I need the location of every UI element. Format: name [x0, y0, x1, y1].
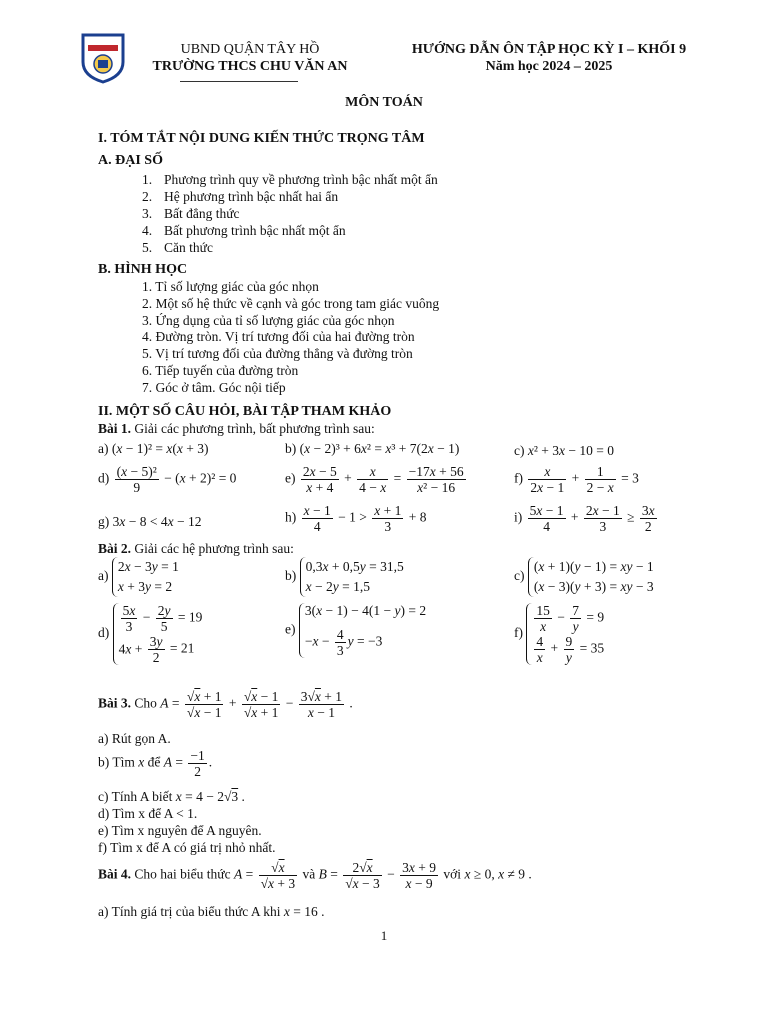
exercise-4-heading: Bài 4. Cho hai biểu thức A = $\frac{√x}{√x + 3}$ và B = $\frac{2√x}{√x - 3}$ − $\frac{3x + 9}{x - 9}$ với x ≥ 0, x ≠ 9 . [98, 860, 532, 891]
school-name: TRƯỜNG THCS CHU VĂN AN [152, 59, 348, 74]
exercise-4a: a) Tính giá trị của biểu thức A khi x = 16 . [98, 904, 325, 919]
document-title: HƯỚNG DẪN ÔN TẬP HỌC KỲ I – KHỐI 9 [411, 42, 687, 57]
list-item: 3. Bất đẳng thức [142, 206, 240, 221]
equation-1d: d) $\frac{\text{(x − 5)²}}{9}$ − (x + 2)² = 0 [98, 464, 237, 495]
system-2c: c) (x + 1)(y − 1) = xy − 1 (x − 3)(y + 3) = xy − 3 [514, 557, 654, 597]
system-2f: f) $\frac{15}{x}$ − $\frac{7}{y}$ = 9 $\frac{4}{x}$ + $\frac{9}{y}$ = 35 [514, 603, 605, 665]
school-year: Năm học 2024 – 2025 [485, 59, 613, 74]
list-item: 1. Phương trình quy về phương trình bậc nhất một ẩn [142, 172, 438, 187]
system-2b: b) 0,3x + 0,5y = 31,5 x − 2y = 1,5 [285, 557, 404, 597]
exercise-3b: b) Tìm x để A = $\frac{-1}{2}$ . [98, 748, 213, 779]
list-item: 5. Căn thức [142, 240, 213, 255]
page-number: 1 [380, 928, 388, 943]
equation-1e: e) $\frac{2x - 5}{x + 4}$ + $\frac{x}{4 - x}$ = $\frac{-17x + 56}{\text{x² − 16}}$ [285, 464, 464, 495]
exercise-2-heading: Bài 2. Giải các hệ phương trình sau: [98, 541, 294, 556]
exercise-3e: e) Tìm x nguyên để A nguyên. [98, 823, 262, 838]
system-2e: e) 3(x − 1) − 4(1 − y) = 2 −x − $\frac{4}{3}$ y = −3 [285, 603, 427, 658]
geometry-title: B. HÌNH HỌC [98, 262, 188, 277]
algebra-title: A. ĐẠI SỐ [98, 153, 163, 168]
equation-1f: f) $\frac{x}{2x - 1}$ + $\frac{1}{2 - x}$ = 3 [514, 464, 639, 495]
exercise-3f: f) Tìm x để A có giá trị nhỏ nhất. [98, 840, 276, 855]
list-item: 7. Góc ở tâm. Góc nội tiếp [142, 379, 286, 395]
system-2d: d) $\frac{5x}{3}$ − $\frac{2y}{5}$ = 19 4x + $\frac{3y}{2}$ = 21 [98, 603, 203, 665]
equation-1b: b) (x − 2)³ + 6x² = x³ + 7(2x − 1) [285, 441, 460, 456]
exercise-3c: c) Tính A biết x = 4 − 2√3 . [98, 789, 245, 804]
exercise-3-heading: Bài 3. Cho A = $\frac{√x + 1}{√x - 1}$ + $\frac{√x - 1}{√x + 1}$ − $\frac{3√x + 1}{x - 1}$ . [98, 689, 353, 720]
list-item: 2. Hệ phương trình bậc nhất hai ẩn [142, 189, 339, 204]
list-item: 3. Ứng dụng của tỉ số lượng giác của góc nhọn [142, 312, 395, 328]
header-right [384, 41, 714, 75]
inequality-1h: h) $\frac{x - 1}{4}$ − 1 > $\frac{x + 1}{3}$ + 8 [285, 503, 427, 534]
exercise-3a: a) Rút gọn A. [98, 731, 171, 746]
inequality-1i: i) $\frac{5x - 1}{4}$ + $\frac{2x - 1}{3}$ ≥ $\frac{3x}{2}$ [514, 503, 655, 534]
list-item: 2. Một số hệ thức về cạnh và góc trong tam giác vuông [142, 295, 440, 311]
section-1-title: I. TÓM TẮT NỘI DUNG KIẾN THỨC TRỌNG TÂM [98, 131, 425, 146]
exercise-3d: d) Tìm x để A < 1. [98, 806, 198, 821]
inequality-1g: g) 3x − 8 < 4x − 12 [98, 514, 202, 529]
header-underline [180, 81, 298, 82]
list-item: 1. Tỉ số lượng giác của góc nhọn [142, 279, 319, 294]
exercise-1-heading: Bài 1. Giải các phương trình, bất phương trình sau: [98, 421, 375, 436]
equation-1c: c) x² + 3x − 10 = 0 [514, 443, 615, 458]
school-logo [80, 32, 126, 84]
list-item: 5. Vị trí tương đối của đường thẳng và đường tròn [142, 346, 413, 362]
section-2-title: II. MỘT SỐ CÂU HỎI, BÀI TẬP THAM KHẢO [98, 404, 392, 419]
authority-name: UBND QUẬN TÂY HỒ [180, 42, 320, 57]
equation-1a: a) (x − 1)² = x(x + 3) [98, 441, 209, 456]
list-item: 6. Tiếp tuyến của đường tròn [142, 362, 299, 378]
system-2a: a) 2x − 3y = 1 x + 3y = 2 [98, 557, 179, 597]
header-left [140, 41, 360, 75]
list-item: 4. Bất phương trình bậc nhất một ẩn [142, 223, 346, 238]
subject-title: MÔN TOÁN [345, 95, 423, 110]
list-item: 4. Đường tròn. Vị trí tương đối của hai đường tròn [142, 329, 415, 345]
algebra-list [142, 171, 438, 256]
geometry-list [142, 279, 439, 397]
